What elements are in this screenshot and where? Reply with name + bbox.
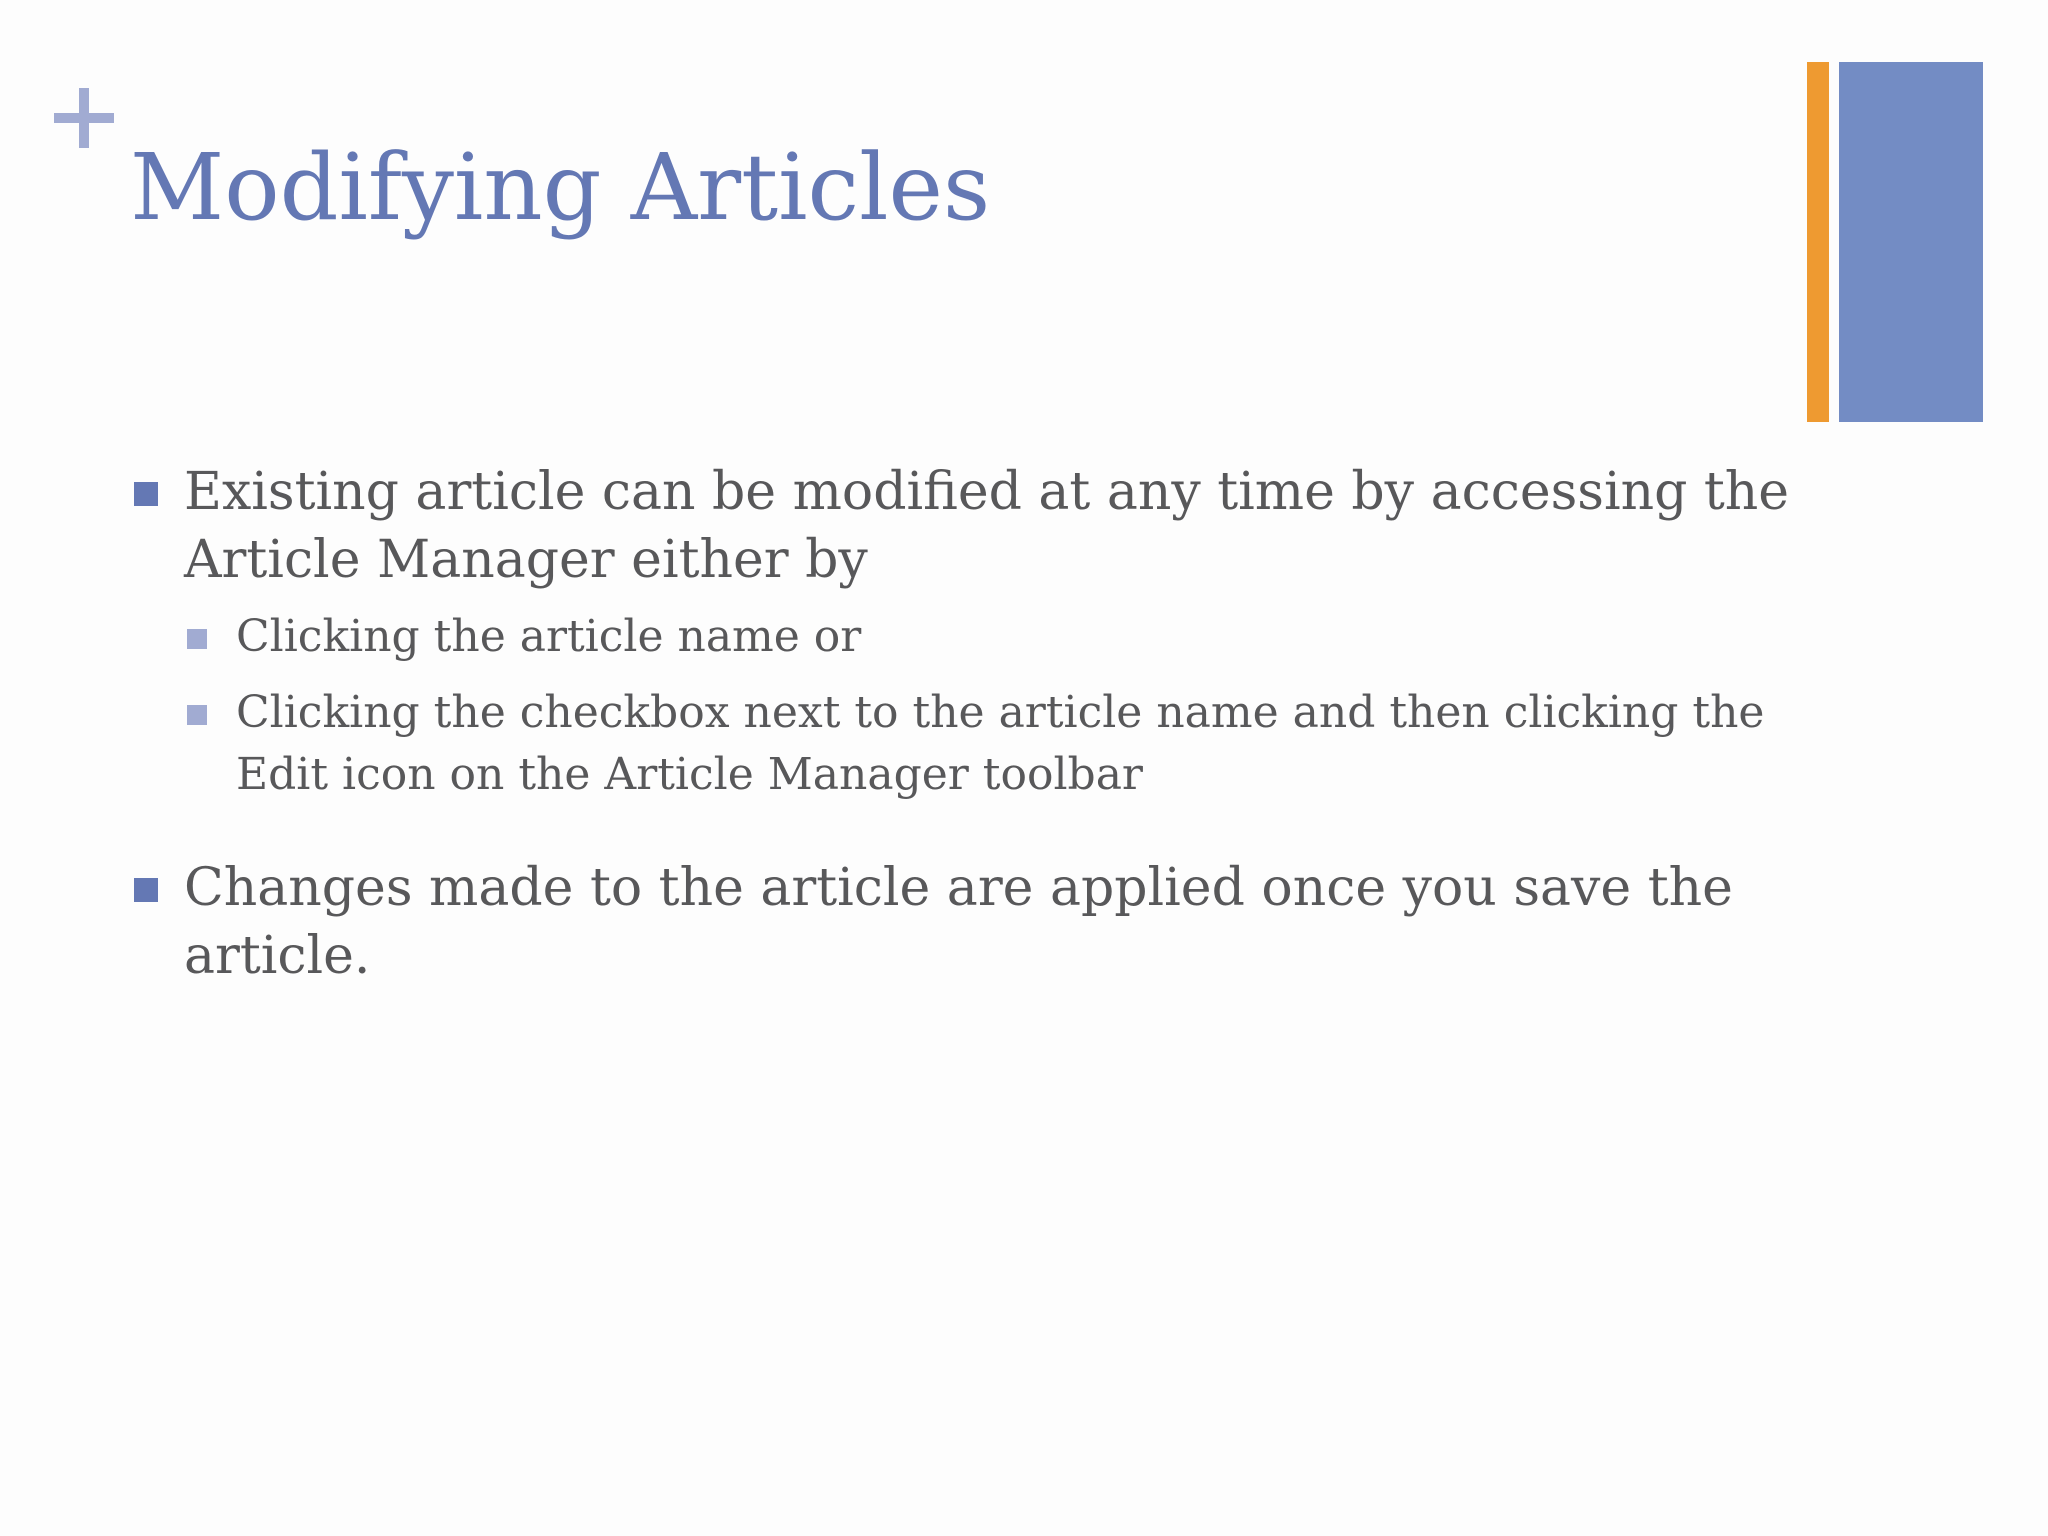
square-bullet-icon	[134, 482, 158, 506]
accent-bar-blue	[1839, 62, 1983, 422]
square-sub-bullet-icon	[187, 629, 207, 649]
sub-bullet-text: Clicking the article name or	[236, 611, 862, 662]
bullet-item	[132, 458, 1832, 594]
sub-bullet-item	[132, 606, 1832, 668]
plus-icon-vertical	[79, 88, 89, 148]
bullet-text: Changes made to the article are applied once you save the article.	[184, 858, 1733, 986]
square-bullet-icon	[134, 878, 158, 902]
slide-title: Modifying Articles	[130, 134, 991, 241]
slide-body	[132, 458, 1832, 1002]
sub-bullet-item	[132, 682, 1832, 806]
bullet-spacer	[132, 820, 1832, 854]
sub-bullet-text: Clicking the checkbox next to the article name and then clicking the Edit icon on the Article Manager toolbar	[236, 687, 1765, 800]
accent-bar-orange	[1807, 62, 1829, 422]
bullet-item	[132, 854, 1832, 990]
plus-icon	[54, 88, 114, 148]
bullet-text: Existing article can be modified at any time by accessing the Article Manager either by	[184, 462, 1790, 590]
square-sub-bullet-icon	[187, 705, 207, 725]
